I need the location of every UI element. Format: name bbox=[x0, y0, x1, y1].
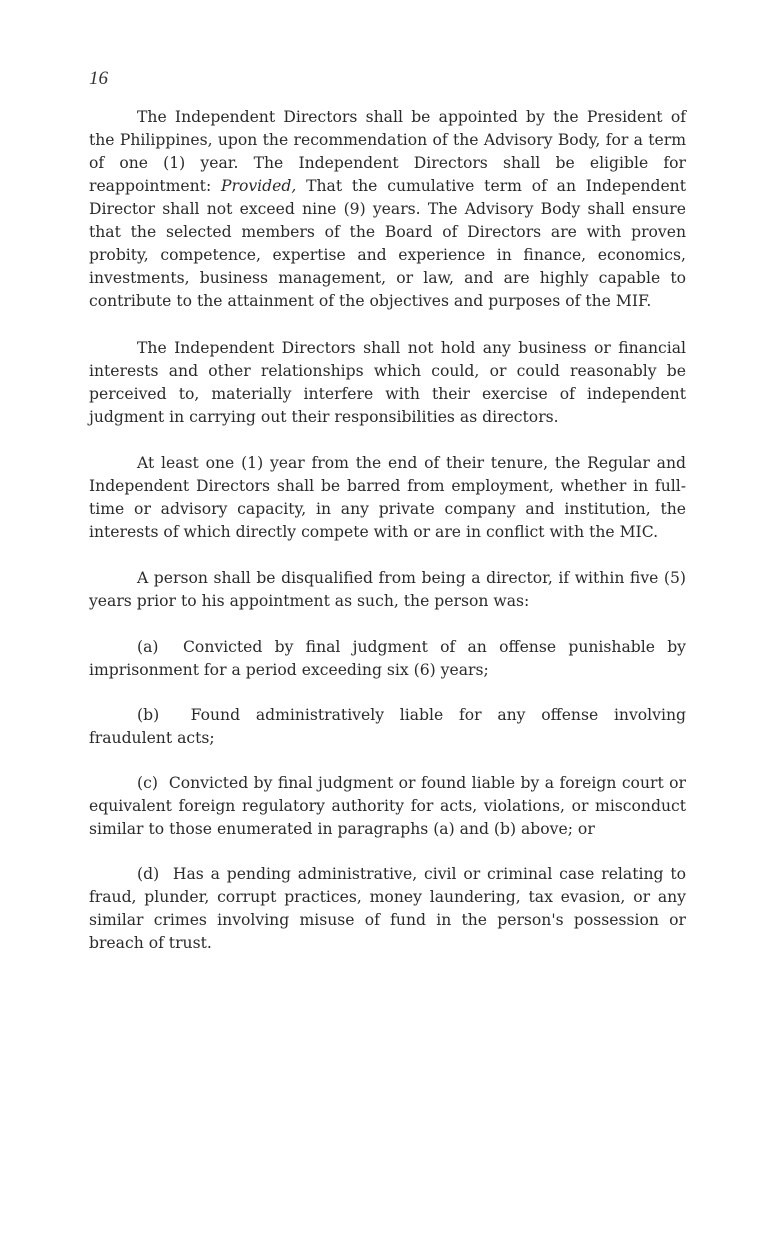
item-text: Convicted by final judgment of an offense punishable by imprisonment for a period exceeding six (6) years; bbox=[89, 638, 686, 679]
list-item-b bbox=[89, 704, 686, 750]
item-label: (a) bbox=[137, 638, 159, 656]
document-body bbox=[89, 106, 686, 977]
paragraph-text: The Independent Directors shall be appointed by the President of the Philippines, upon the recommendation of the Advisory Body, for a term of one (1) year. The Independent Directors shall be eligible for reappointment: bbox=[89, 108, 686, 195]
item-label: (c) bbox=[137, 774, 158, 792]
item-label: (d) bbox=[137, 865, 160, 883]
page-number: 16 bbox=[89, 68, 108, 89]
paragraph-disqualification-intro: A person shall be disqualified from being a director, if within five (5) years prior to his appointment as such, the person was: bbox=[89, 569, 686, 610]
list-item-a bbox=[89, 636, 686, 682]
item-text: Found administratively liable for any offense involving fraudulent acts; bbox=[89, 706, 686, 747]
list-item-c bbox=[89, 772, 686, 841]
list-item-d bbox=[89, 863, 686, 955]
item-text: Has a pending administrative, civil or criminal case relating to fraud, plunder, corrupt practices, money laundering, tax evasion, or any similar crimes involving misuse of fund in the person's possession or breach of trust. bbox=[89, 865, 686, 952]
emphasis-proviso: Provided, bbox=[221, 177, 297, 195]
item-label: (b) bbox=[137, 706, 160, 724]
paragraph-independent-directors-interests: The Independent Directors shall not hold any business or financial interests and other relationships which could, or could reasonably be perceived to, materially interfere with their exercise of independent judgment in carrying out their responsibilities as directors. bbox=[89, 339, 686, 426]
paragraph-tenure-employment-bar: At least one (1) year from the end of their tenure, the Regular and Independent Directors shall be barred from employment, whether in full-time or advisory capacity, in any private company and institution, the interests of which directly compete with or are in conflict with the MIC. bbox=[89, 454, 686, 541]
paragraph-independent-directors-appointment bbox=[89, 106, 686, 313]
paragraph-text-continued: That the cumulative term of an Independent Director shall not exceed nine (9) years. The Advisory Body shall ensure that the selected members of the Board of Directors are with proven probity, competence, expertise and experience in finance, economics, investments, business management, or law, and are highly capable to contribute to the attainment of the objectives and purposes of the MIF. bbox=[89, 177, 686, 310]
item-text: Convicted by final judgment or found liable by a foreign court or equivalent foreign regulatory authority for acts, violations, or misconduct similar to those enumerated in paragraphs (a) and (b) above; or bbox=[89, 774, 686, 838]
